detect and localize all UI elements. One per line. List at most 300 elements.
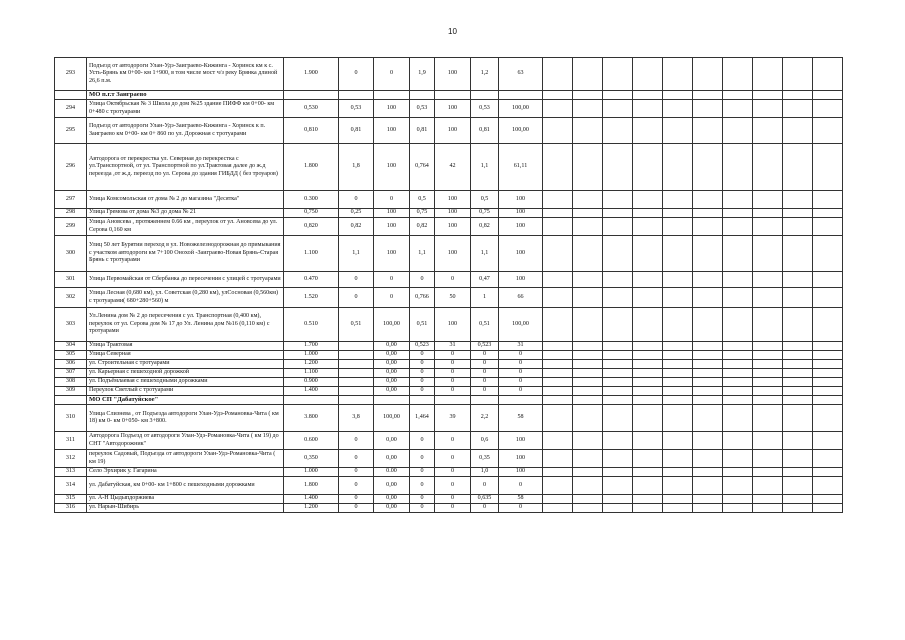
empty-cell [723,387,753,396]
value-cell-a: 0 [339,288,374,308]
empty-cell [633,209,663,218]
road-name-cell: Улица Первомайская от Сбербанка до пересечения с улицей с тротуарами [87,272,284,288]
value-cell-d: 100 [435,191,471,209]
empty-cell [603,432,633,450]
empty-cell [573,288,603,308]
empty-cell [813,209,843,218]
value-cell-a [339,360,374,369]
row-number-cell: 316 [55,504,87,513]
value-cell-e: 0,35 [471,450,499,468]
value-cell-c: 1,1 [410,236,435,272]
empty-cell [633,100,663,118]
empty-cell [543,218,573,236]
value-cell-b: 0.00 [374,468,410,477]
empty-cell [783,58,813,91]
value-cell-d: 0 [435,387,471,396]
value-cell-a: 0 [339,504,374,513]
value-cell-d [435,91,471,100]
empty-cell [753,209,783,218]
value-cell-c [410,396,435,405]
row-number-cell: 299 [55,218,87,236]
value-cell-d: 0 [435,504,471,513]
empty-cell [753,450,783,468]
empty-cell [663,387,693,396]
empty-cell [603,272,633,288]
value-cell-a: 0,82 [339,218,374,236]
empty-cell [603,495,633,504]
empty-cell [573,432,603,450]
empty-cell [633,236,663,272]
empty-cell [783,191,813,209]
value-cell-b: 0,00 [374,450,410,468]
empty-cell [603,477,633,495]
value-cell-f [499,396,543,405]
empty-cell [543,369,573,378]
row-number-cell: 312 [55,450,87,468]
table-row [55,118,843,144]
table-row [55,477,843,495]
value-cell-f: 100 [499,468,543,477]
empty-cell [543,405,573,432]
empty-cell [693,288,723,308]
value-cell-len: 1.700 [284,342,339,351]
row-number-cell [55,91,87,100]
row-number-cell: 309 [55,387,87,396]
value-cell-b: 100,00 [374,405,410,432]
table-row [55,360,843,369]
empty-cell [813,342,843,351]
empty-cell [663,191,693,209]
empty-cell [693,236,723,272]
value-cell-e [471,91,499,100]
empty-cell [723,432,753,450]
empty-cell [543,378,573,387]
empty-cell [783,288,813,308]
value-cell-len [284,91,339,100]
empty-cell [753,468,783,477]
value-cell-e: 1,2 [471,58,499,91]
empty-cell [543,209,573,218]
empty-cell [663,360,693,369]
empty-cell [693,360,723,369]
value-cell-f: 0 [499,360,543,369]
empty-cell [813,468,843,477]
empty-cell [813,288,843,308]
empty-cell [723,450,753,468]
value-cell-b: 100 [374,118,410,144]
section-title-cell: МО СП "Дабатуйское" [87,396,284,405]
value-cell-a [339,369,374,378]
value-cell-a [339,387,374,396]
empty-cell [663,495,693,504]
empty-cell [603,100,633,118]
value-cell-d: 0 [435,378,471,387]
empty-cell [693,495,723,504]
empty-cell [693,191,723,209]
empty-cell [603,218,633,236]
value-cell-d: 100 [435,218,471,236]
value-cell-d: 0 [435,468,471,477]
empty-cell [813,405,843,432]
value-cell-c: 0 [410,450,435,468]
road-name-cell: Улица Октябрьская № 3 Школа до дом №25 здание ПИФФ км 0+00- км 0+480 с тротуарами [87,100,284,118]
empty-cell [693,342,723,351]
value-cell-len: 0.510 [284,308,339,342]
empty-cell [573,272,603,288]
table-row [55,504,843,513]
table-row [55,387,843,396]
empty-cell [693,396,723,405]
value-cell-b: 0,00 [374,504,410,513]
value-cell-b: 0,00 [374,369,410,378]
value-cell-e: 0,47 [471,272,499,288]
value-cell-f: 0 [499,369,543,378]
road-name-cell: ул. Подъёмлаевая с пешеходными дорожками [87,378,284,387]
empty-cell [723,351,753,360]
value-cell-len: 0.470 [284,272,339,288]
value-cell-e: 0 [471,351,499,360]
value-cell-e: 0,5 [471,191,499,209]
table-row [55,450,843,468]
empty-cell [633,288,663,308]
empty-cell [543,236,573,272]
empty-cell [693,218,723,236]
empty-cell [633,405,663,432]
value-cell-b: 0,00 [374,378,410,387]
value-cell-len: 0.600 [284,432,339,450]
row-number-cell: 311 [55,432,87,450]
empty-cell [783,387,813,396]
value-cell-a [339,91,374,100]
empty-cell [813,495,843,504]
empty-cell [783,351,813,360]
empty-cell [783,342,813,351]
empty-cell [573,218,603,236]
value-cell-e: 0,6 [471,432,499,450]
empty-cell [663,58,693,91]
empty-cell [663,209,693,218]
empty-cell [543,450,573,468]
row-number-cell: 303 [55,308,87,342]
value-cell-d: 0 [435,272,471,288]
value-cell-c: 0 [410,504,435,513]
row-number-cell: 296 [55,144,87,191]
value-cell-e: 1,1 [471,144,499,191]
empty-cell [663,288,693,308]
empty-cell [723,118,753,144]
row-number-cell [55,396,87,405]
empty-cell [633,118,663,144]
value-cell-d: 100 [435,58,471,91]
empty-cell [723,495,753,504]
empty-cell [723,360,753,369]
value-cell-e: 1,1 [471,236,499,272]
value-cell-b: 0,00 [374,360,410,369]
empty-cell [633,58,663,91]
table-row [55,58,843,91]
empty-cell [723,218,753,236]
row-number-cell: 314 [55,477,87,495]
empty-cell [543,100,573,118]
value-cell-len: 1.200 [284,360,339,369]
empty-cell [753,218,783,236]
empty-cell [603,118,633,144]
empty-cell [543,504,573,513]
empty-cell [663,342,693,351]
empty-cell [783,100,813,118]
value-cell-e [471,396,499,405]
empty-cell [813,351,843,360]
road-name-cell: ул. Дабатуйская, км 0+00- км 1+800 с пешеходными дорожками [87,477,284,495]
value-cell-b: 0,00 [374,495,410,504]
empty-cell [573,477,603,495]
empty-cell [573,468,603,477]
value-cell-f: 0 [499,477,543,495]
road-name-cell: Село Эрхирик у. Гагарина [87,468,284,477]
empty-cell [693,405,723,432]
empty-cell [723,504,753,513]
row-number-cell: 298 [55,209,87,218]
empty-cell [813,100,843,118]
value-cell-b: 0,00 [374,387,410,396]
value-cell-f: 31 [499,342,543,351]
value-cell-e: 2,2 [471,405,499,432]
road-name-cell: Улица Лесная (0,680 км), ул. Советская (0,280 км), улСосновая (0,560км) с тротуарами( 680+280+560) м [87,288,284,308]
empty-cell [633,450,663,468]
empty-cell [753,144,783,191]
table-row [55,236,843,272]
empty-cell [573,450,603,468]
empty-cell [813,272,843,288]
empty-cell [813,58,843,91]
value-cell-f [499,91,543,100]
empty-cell [723,209,753,218]
value-cell-len: 1.000 [284,468,339,477]
empty-cell [693,272,723,288]
value-cell-a [339,396,374,405]
empty-cell [753,91,783,100]
value-cell-a: 0 [339,468,374,477]
empty-cell [573,308,603,342]
empty-cell [573,369,603,378]
empty-cell [693,450,723,468]
empty-cell [633,360,663,369]
value-cell-e: 0,75 [471,209,499,218]
page-number: 10 [448,27,457,36]
row-number-cell: 293 [55,58,87,91]
empty-cell [543,477,573,495]
value-cell-a: 0,53 [339,100,374,118]
empty-cell [813,218,843,236]
value-cell-b: 100 [374,209,410,218]
empty-cell [753,504,783,513]
empty-cell [633,432,663,450]
road-name-cell: Улица Комсомольская от дома № 2 до магазина "Десятка" [87,191,284,209]
empty-cell [633,504,663,513]
empty-cell [753,495,783,504]
road-name-cell: Улица Северная [87,351,284,360]
value-cell-c [410,91,435,100]
empty-cell [783,477,813,495]
empty-cell [663,432,693,450]
value-cell-c: 0,5 [410,191,435,209]
empty-cell [573,351,603,360]
value-cell-e: 0,81 [471,118,499,144]
value-cell-d [435,396,471,405]
road-name-cell: Улица Ановсева , протяженнем 0.66 км , переулок от ул. Ановсева до ул. Серова 0,160 км [87,218,284,236]
row-number-cell: 307 [55,369,87,378]
value-cell-f: 100 [499,272,543,288]
empty-cell [543,118,573,144]
empty-cell [693,118,723,144]
value-cell-a [339,342,374,351]
empty-cell [723,396,753,405]
value-cell-b: 100 [374,100,410,118]
value-cell-e: 0 [471,369,499,378]
value-cell-b: 100 [374,218,410,236]
empty-cell [813,144,843,191]
empty-cell [753,432,783,450]
value-cell-f: 0 [499,351,543,360]
empty-cell [783,495,813,504]
road-name-cell: ул. Карьерная с пешеходной дорожкой [87,369,284,378]
empty-cell [723,468,753,477]
value-cell-f: 100 [499,432,543,450]
value-cell-c: 0 [410,378,435,387]
empty-cell [543,58,573,91]
value-cell-f: 58 [499,405,543,432]
empty-cell [543,91,573,100]
value-cell-c: 0,51 [410,308,435,342]
value-cell-f: 0 [499,378,543,387]
empty-cell [663,504,693,513]
value-cell-len: 1.520 [284,288,339,308]
empty-cell [633,351,663,360]
empty-cell [753,58,783,91]
empty-cell [723,477,753,495]
empty-cell [603,144,633,191]
empty-cell [663,308,693,342]
value-cell-a: 3,8 [339,405,374,432]
empty-cell [663,450,693,468]
value-cell-len: 0,820 [284,218,339,236]
table-row [55,308,843,342]
empty-cell [573,378,603,387]
value-cell-len: 0,350 [284,450,339,468]
empty-cell [603,387,633,396]
empty-cell [603,209,633,218]
value-cell-a: 0,81 [339,118,374,144]
empty-cell [663,468,693,477]
table-row [55,495,843,504]
value-cell-len: 0,750 [284,209,339,218]
empty-cell [753,477,783,495]
empty-cell [723,272,753,288]
road-name-cell: Улица Слизнева , от Подъезда автодороги Улан-Удэ-Романовка-Чита ( км 18) км 0- км 0+050- км 3+800. [87,405,284,432]
empty-cell [663,144,693,191]
value-cell-c: 0 [410,387,435,396]
empty-cell [603,58,633,91]
value-cell-len: 1.400 [284,495,339,504]
empty-cell [663,369,693,378]
empty-cell [543,468,573,477]
value-cell-b: 100 [374,236,410,272]
empty-cell [633,378,663,387]
road-name-cell: переулок Садовый, Подъезда от автодороги Улан-Удэ-Романовка-Чита ( км 19) [87,450,284,468]
empty-cell [603,405,633,432]
empty-cell [783,360,813,369]
value-cell-c: 0,523 [410,342,435,351]
empty-cell [753,191,783,209]
empty-cell [573,100,603,118]
table-row [55,378,843,387]
empty-cell [813,450,843,468]
empty-cell [753,288,783,308]
value-cell-b [374,396,410,405]
value-cell-f: 100 [499,450,543,468]
empty-cell [663,396,693,405]
road-name-cell: Подъезд от автодороги Улан-Удэ-Заиграево-Кижинга - Хоринск к п. Заиграево км 0+00- км 0+ 860 по ул. Дорожная с тротуарами [87,118,284,144]
empty-cell [813,360,843,369]
empty-cell [573,58,603,91]
empty-cell [573,495,603,504]
value-cell-c: 1,9 [410,58,435,91]
empty-cell [573,144,603,191]
row-number-cell: 301 [55,272,87,288]
empty-cell [633,308,663,342]
empty-cell [783,91,813,100]
empty-cell [693,468,723,477]
empty-cell [813,396,843,405]
value-cell-e: 0,523 [471,342,499,351]
value-cell-d: 100 [435,209,471,218]
empty-cell [813,477,843,495]
section-title-cell: МО п.г.т Заиграево [87,91,284,100]
empty-cell [783,396,813,405]
value-cell-len: 1.400 [284,387,339,396]
row-number-cell: 310 [55,405,87,432]
roads-table [54,57,843,513]
value-cell-len: 1.200 [284,504,339,513]
empty-cell [723,405,753,432]
empty-cell [603,504,633,513]
value-cell-b: 0 [374,272,410,288]
value-cell-d: 100 [435,236,471,272]
empty-cell [663,405,693,432]
value-cell-b: 0 [374,288,410,308]
value-cell-e: 0 [471,360,499,369]
value-cell-e: 0 [471,477,499,495]
empty-cell [633,477,663,495]
empty-cell [603,450,633,468]
empty-cell [813,369,843,378]
empty-cell [543,308,573,342]
value-cell-e: 0,635 [471,495,499,504]
row-number-cell: 308 [55,378,87,387]
empty-cell [543,191,573,209]
empty-cell [783,450,813,468]
value-cell-d: 100 [435,118,471,144]
table-row [55,218,843,236]
value-cell-f: 100 [499,218,543,236]
empty-cell [693,369,723,378]
empty-cell [753,360,783,369]
empty-cell [783,144,813,191]
empty-cell [783,218,813,236]
empty-cell [573,387,603,396]
value-cell-e: 0,82 [471,218,499,236]
table-row [55,405,843,432]
